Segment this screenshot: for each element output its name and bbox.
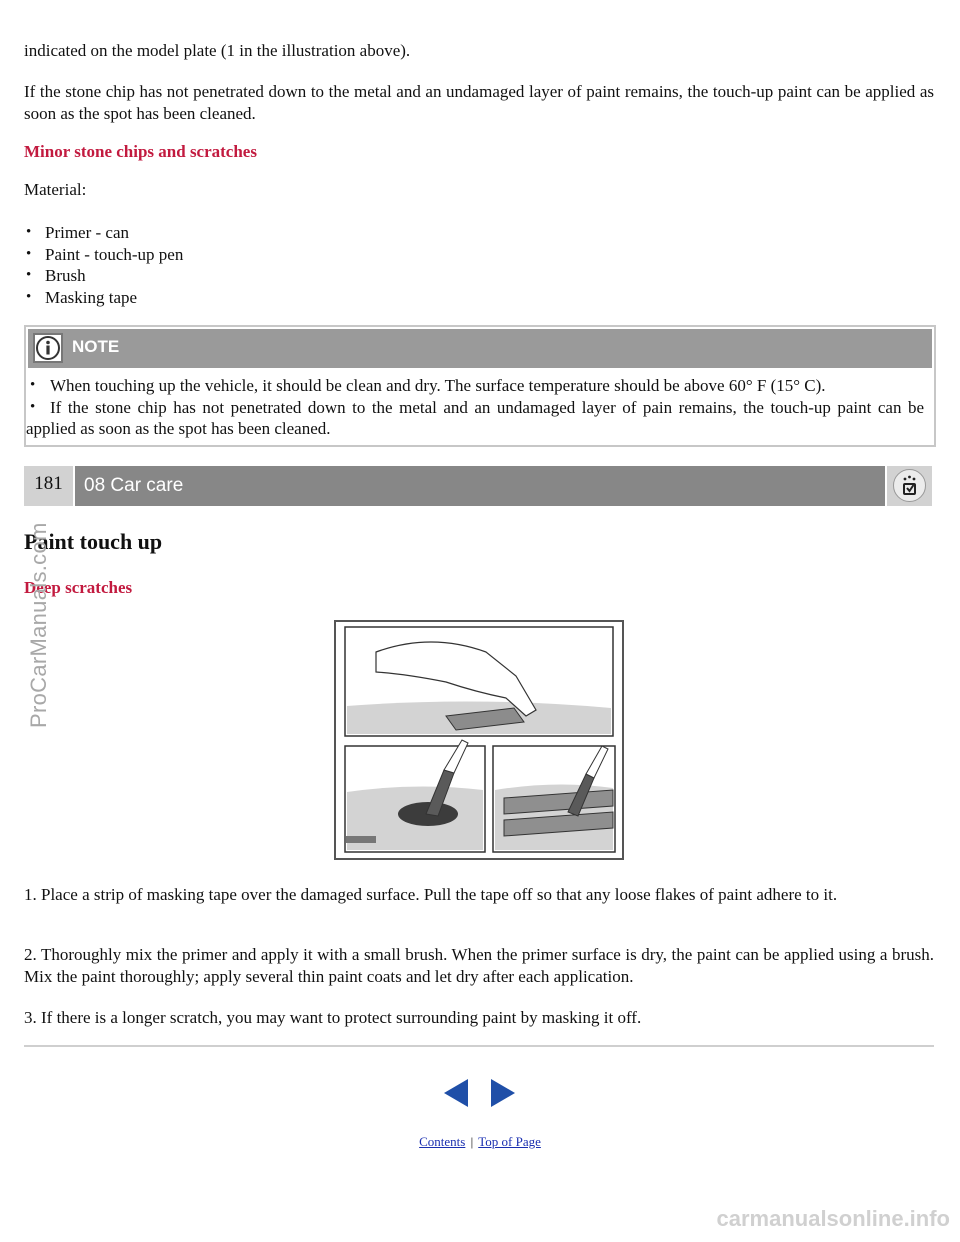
chapter-icon-cell bbox=[887, 466, 932, 506]
list-item: • Masking tape bbox=[24, 287, 183, 309]
chapter-title: 08 Car care bbox=[75, 466, 885, 506]
deep-scratches-heading: Deep scratches bbox=[24, 578, 133, 597]
page-number: 181 bbox=[24, 466, 73, 506]
materials-list bbox=[24, 222, 183, 308]
list-item: • Brush bbox=[24, 265, 183, 287]
note-label: NOTE bbox=[72, 337, 120, 356]
info-icon bbox=[33, 333, 63, 363]
contents-link[interactable]: Contents bbox=[419, 1134, 466, 1149]
car-care-icon bbox=[893, 469, 926, 502]
side-watermark: ProCarManuals.com bbox=[26, 522, 51, 728]
note-list bbox=[26, 375, 924, 440]
section-header-bar bbox=[24, 466, 932, 506]
continuation-text: indicated on the model plate (1 in the illustration above). bbox=[24, 41, 411, 60]
top-of-page-link[interactable]: Top of Page bbox=[478, 1134, 541, 1149]
list-item: • If the stone chip has not penetrated down to the metal and an undamaged layer of pain remains, the touch-up paint can be applied as soon as the spot has been cleaned. bbox=[26, 397, 924, 440]
note-box bbox=[24, 325, 936, 447]
note-header bbox=[28, 329, 932, 368]
page-title: Paint touch up bbox=[24, 529, 163, 554]
minor-chips-heading: Minor stone chips and scratches bbox=[24, 142, 257, 161]
corner-watermark: carmanualsonline.info bbox=[716, 1206, 950, 1231]
list-item: • When touching up the vehicle, it should be clean and dry. The surface temperature should be above 60° F (15° C). bbox=[26, 375, 924, 397]
step-3: 3. If there is a longer scratch, you may want to protect surrounding paint by masking it off. bbox=[24, 1008, 642, 1027]
link-separator: | bbox=[470, 1134, 474, 1149]
footer-links bbox=[24, 1134, 936, 1150]
divider bbox=[24, 1045, 934, 1047]
touch-up-illustration bbox=[334, 620, 624, 860]
material-label: Material: bbox=[24, 180, 87, 199]
list-item: • Paint - touch-up pen bbox=[24, 244, 183, 266]
step-2: 2. Thoroughly mix the primer and apply it with a small brush. When the primer surface is dry, the paint can be applied using a brush. Mix the paint thoroughly; apply several thin paint coats and let dry after each application. bbox=[24, 945, 934, 986]
step-1: 1. Place a strip of masking tape over the damaged surface. Pull the tape off so that any loose flakes of paint adhere to it. bbox=[24, 885, 838, 904]
previous-page-arrow-icon[interactable] bbox=[444, 1079, 468, 1107]
intro-paragraph: If the stone chip has not penetrated down to the metal and an undamaged layer of paint remains, the touch-up paint can be applied as soon as the spot has been cleaned. bbox=[24, 82, 934, 123]
list-item: • Primer - can bbox=[24, 222, 183, 244]
next-page-arrow-icon[interactable] bbox=[491, 1079, 515, 1107]
page-navigation bbox=[444, 1078, 524, 1108]
